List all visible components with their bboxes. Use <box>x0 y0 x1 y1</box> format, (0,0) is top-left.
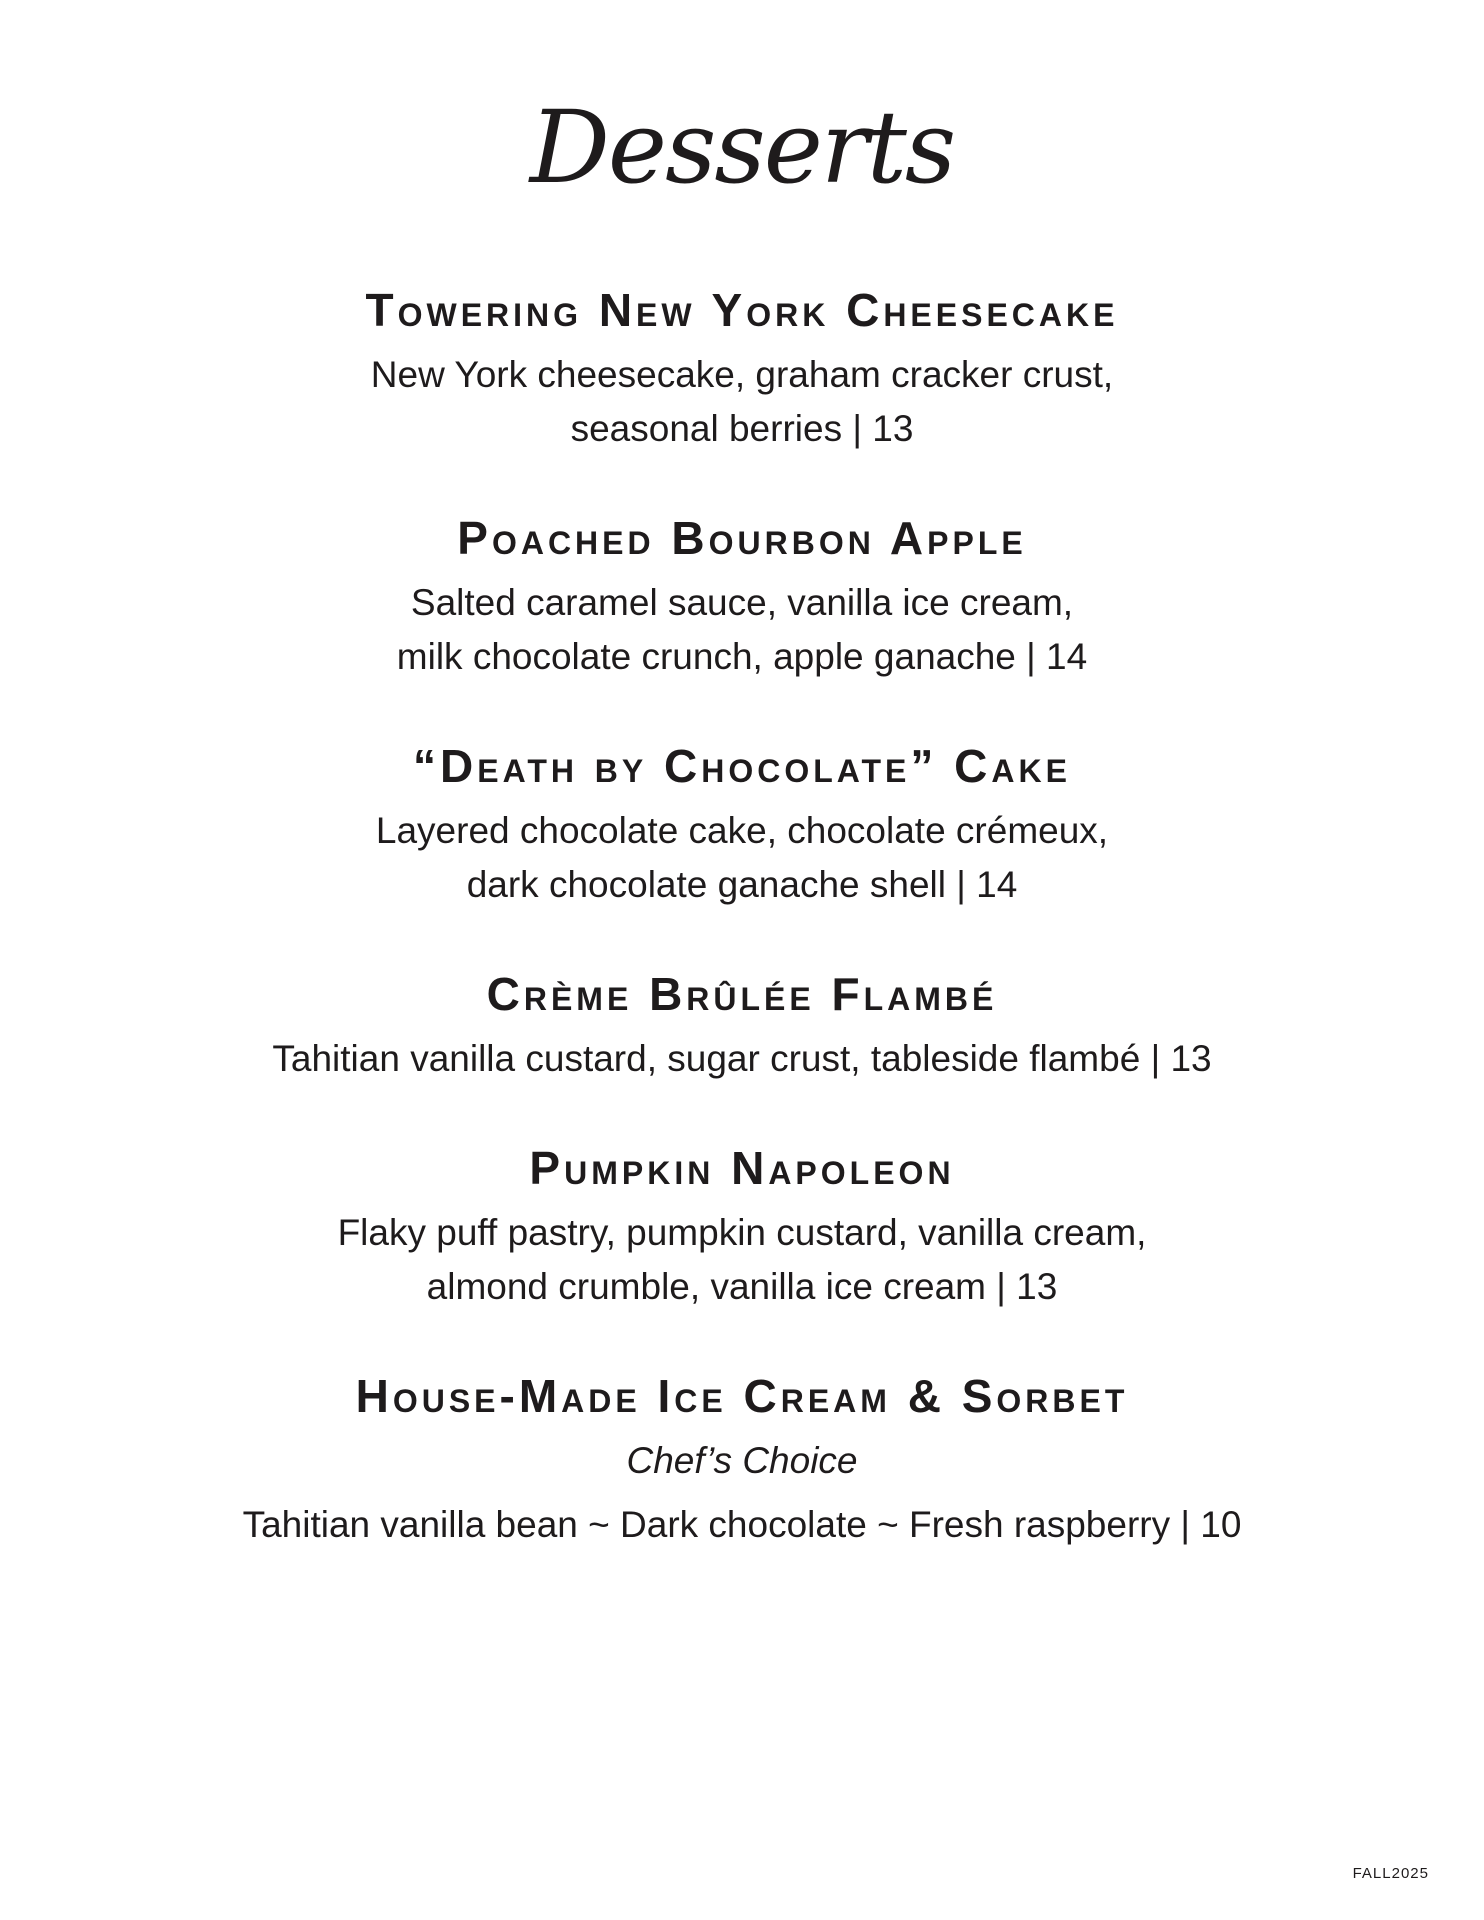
item-description: Salted caramel sauce, vanilla ice cream, milk chocolate crunch, apple ganache | 14 <box>396 582 1088 677</box>
item-subtitle: Chef’s Choice <box>626 1440 858 1481</box>
item-name: Crème Brûlée Flambé <box>486 968 998 1020</box>
item-description: New York cheesecake, graham cracker crust, seasonal berries | 13 <box>370 354 1114 449</box>
item-description: Tahitian vanilla bean ~ Dark chocolate ~ Fresh raspberry | 10 <box>242 1504 1242 1545</box>
menu-item-bourbon-apple <box>0 510 1484 684</box>
dessert-list <box>0 282 1484 1606</box>
menu-item-chocolate-cake <box>0 738 1484 912</box>
item-name: Pumpkin Napoleon <box>529 1142 955 1194</box>
menu-version-code: FALL2025 <box>1352 1865 1429 1882</box>
menu-item-cheesecake <box>0 282 1484 456</box>
item-name: House-Made Ice Cream & Sorbet <box>355 1370 1129 1422</box>
menu-item-ice-cream-sorbet <box>0 1368 1484 1552</box>
item-description: Layered chocolate cake, chocolate crémeux, dark chocolate ganache shell | 14 <box>375 810 1109 905</box>
item-description: Tahitian vanilla custard, sugar crust, tableside flambé | 13 <box>272 1038 1212 1079</box>
menu-item-creme-brulee <box>0 966 1484 1086</box>
menu-title: Desserts <box>529 89 955 206</box>
menu-item-pumpkin-napoleon <box>0 1140 1484 1314</box>
item-name: Towering New York Cheesecake <box>365 284 1119 336</box>
item-name: “Death by Chocolate” Cake <box>413 740 1071 792</box>
item-description: Flaky puff pastry, pumpkin custard, vanilla cream, almond crumble, vanilla ice cream | 13 <box>337 1212 1147 1307</box>
item-name: Poached Bourbon Apple <box>457 512 1027 564</box>
